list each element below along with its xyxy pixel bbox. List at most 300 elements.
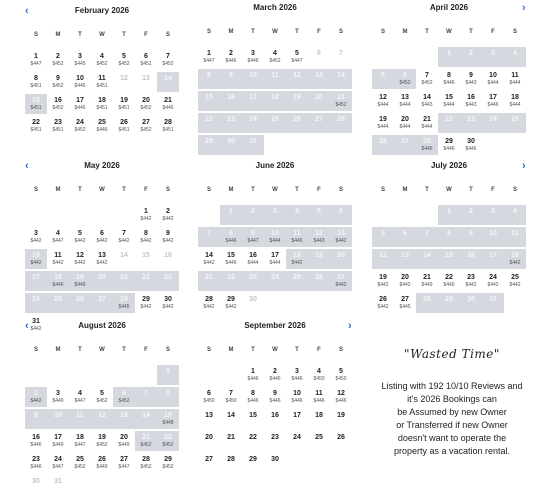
day-number: 20	[98, 274, 106, 281]
day-cell[interactable]	[308, 409, 330, 429]
day-cell[interactable]	[504, 91, 526, 111]
day-cell[interactable]	[69, 453, 91, 473]
day-cell[interactable]	[308, 365, 330, 385]
weekday-label: M	[228, 29, 234, 35]
day-cell-booked	[308, 113, 330, 133]
day-cell[interactable]	[416, 91, 438, 111]
day-cell-booked	[69, 293, 91, 313]
day-cell[interactable]	[286, 387, 308, 407]
nightly-price: $451	[52, 127, 64, 133]
day-cell[interactable]	[198, 453, 220, 473]
day-number: 20	[142, 97, 150, 104]
day-cell-booked	[394, 249, 416, 269]
nightly-price: $449	[96, 464, 108, 470]
day-cell[interactable]	[91, 387, 113, 407]
day-number: 6	[144, 53, 148, 60]
day-cell[interactable]	[135, 50, 157, 70]
day-cell-booked	[25, 387, 47, 407]
month-title: May 2026	[84, 161, 120, 170]
weekday-label: W	[272, 347, 278, 353]
day-number: 4	[295, 208, 299, 215]
nightly-price: $444	[247, 260, 259, 266]
day-cell[interactable]	[47, 50, 69, 70]
nightly-price: $442	[509, 282, 521, 288]
day-cell[interactable]	[394, 113, 416, 133]
day-cell[interactable]	[220, 387, 242, 407]
chevron-left-icon[interactable]: ‹	[25, 320, 29, 332]
day-cell-booked	[460, 113, 482, 133]
day-number: 2	[166, 208, 170, 215]
day-cell[interactable]	[264, 365, 286, 385]
weekday-label: S	[512, 29, 517, 35]
nightly-price: $442	[140, 216, 152, 222]
month-title: February 2026	[74, 6, 130, 15]
weekday-label: S	[338, 347, 343, 353]
month-title: March 2026	[253, 3, 297, 12]
nightly-price: $444	[509, 80, 521, 86]
day-number: 28	[205, 296, 213, 303]
nightly-price: $442	[96, 260, 108, 266]
day-cell[interactable]	[242, 365, 264, 385]
day-cell[interactable]	[242, 453, 264, 473]
day-cell[interactable]	[394, 271, 416, 291]
chevron-right-icon[interactable]: ›	[348, 320, 352, 332]
day-number: 16	[467, 94, 475, 101]
day-cell-booked	[242, 91, 264, 111]
day-cell	[135, 249, 157, 269]
chevron-right-icon[interactable]: ›	[522, 2, 526, 14]
day-number: 1	[229, 208, 233, 215]
day-cell[interactable]	[25, 431, 47, 451]
day-cell[interactable]	[286, 431, 308, 451]
weekday-label: F	[491, 29, 495, 35]
day-cell-booked	[157, 271, 179, 291]
chevron-left-icon[interactable]: ‹	[25, 5, 29, 17]
day-cell[interactable]	[264, 47, 286, 67]
day-cell-booked	[308, 91, 330, 111]
day-cell[interactable]	[242, 249, 264, 269]
day-cell[interactable]	[113, 431, 135, 451]
day-cell[interactable]	[504, 69, 526, 89]
chevron-right-icon[interactable]: ›	[522, 160, 526, 172]
day-cell[interactable]	[69, 431, 91, 451]
nightly-price: $442	[203, 304, 215, 310]
nightly-price: $452	[118, 61, 130, 67]
day-cell-booked	[482, 227, 504, 247]
day-number: 7	[229, 390, 233, 397]
caption-text	[362, 380, 542, 458]
day-cell[interactable]	[220, 431, 242, 451]
day-cell-booked	[91, 293, 113, 313]
day-number: 1	[166, 368, 170, 375]
day-number: 23	[271, 434, 279, 441]
day-number: 29	[445, 138, 453, 145]
day-cell[interactable]	[157, 227, 179, 247]
day-cell-booked	[330, 91, 352, 111]
day-cell[interactable]	[198, 47, 220, 67]
day-cell-booked	[242, 205, 264, 225]
weekday-label: T	[425, 187, 429, 193]
nightly-price: $444	[269, 238, 281, 244]
day-cell[interactable]	[264, 409, 286, 429]
day-number: 22	[445, 116, 453, 123]
day-cell[interactable]	[69, 116, 91, 136]
day-cell[interactable]	[482, 69, 504, 89]
day-cell[interactable]	[416, 271, 438, 291]
day-cell[interactable]	[91, 453, 113, 473]
day-cell[interactable]	[69, 387, 91, 407]
day-cell[interactable]	[198, 249, 220, 269]
day-cell-booked	[482, 293, 504, 313]
day-cell[interactable]	[47, 116, 69, 136]
day-cell[interactable]	[416, 69, 438, 89]
day-number: 23	[32, 456, 40, 463]
day-cell[interactable]	[47, 453, 69, 473]
caption-line: or Transferred if new Owner	[396, 420, 508, 430]
day-cell-booked	[220, 205, 242, 225]
weekday-header	[372, 29, 526, 39]
nightly-price: $444	[443, 102, 455, 108]
day-cell-booked	[113, 293, 135, 313]
day-number: 11	[315, 390, 323, 397]
nightly-price: $450	[335, 376, 347, 382]
nightly-price: $447	[203, 58, 215, 64]
day-cell[interactable]	[25, 453, 47, 473]
day-cell-booked	[25, 94, 47, 114]
chevron-left-icon[interactable]: ‹	[25, 160, 29, 172]
day-number: 15	[164, 412, 172, 419]
day-cell-booked	[157, 387, 179, 407]
day-cell[interactable]	[69, 94, 91, 114]
day-cell[interactable]	[198, 431, 220, 451]
day-cell[interactable]	[135, 116, 157, 136]
day-cell[interactable]	[264, 387, 286, 407]
day-cell-booked	[330, 205, 352, 225]
day-cell[interactable]	[242, 47, 264, 67]
day-number: 10	[249, 72, 257, 79]
day-cell-booked	[308, 227, 330, 247]
day-cell[interactable]	[416, 113, 438, 133]
nightly-price: $443	[421, 102, 433, 108]
nightly-price: $451	[96, 83, 108, 89]
day-cell[interactable]	[135, 227, 157, 247]
day-cell-booked	[135, 431, 157, 451]
day-cell[interactable]	[220, 293, 242, 313]
day-number: 14	[142, 412, 150, 419]
day-number: 12	[379, 94, 387, 101]
day-cell[interactable]	[482, 271, 504, 291]
day-number: 16	[271, 412, 279, 419]
day-cell[interactable]	[113, 50, 135, 70]
day-cell-booked	[330, 249, 352, 269]
day-cell[interactable]	[308, 387, 330, 407]
day-cell[interactable]	[113, 453, 135, 473]
day-cell[interactable]	[394, 293, 416, 313]
day-cell-booked	[460, 227, 482, 247]
day-cell[interactable]	[157, 116, 179, 136]
day-number: 25	[54, 296, 62, 303]
day-cell[interactable]	[157, 205, 179, 225]
day-cell[interactable]	[330, 409, 352, 429]
day-cell-booked	[69, 409, 91, 429]
day-cell[interactable]	[113, 94, 135, 114]
day-cell[interactable]	[198, 409, 220, 429]
weekday-label: S	[165, 187, 170, 193]
day-cell[interactable]	[91, 249, 113, 269]
weekday-label: F	[144, 187, 148, 193]
day-cell[interactable]	[25, 50, 47, 70]
day-cell[interactable]	[372, 113, 394, 133]
weekday-label: W	[272, 187, 278, 193]
day-cell[interactable]	[286, 409, 308, 429]
weekday-header	[198, 187, 352, 197]
day-cell[interactable]	[157, 293, 179, 313]
day-number: 27	[142, 119, 150, 126]
day-number: 15	[445, 252, 453, 259]
day-cell[interactable]	[372, 293, 394, 313]
caption-line: be Assumed by new Owner	[397, 407, 507, 417]
day-cell[interactable]	[460, 135, 482, 155]
day-number: 28	[337, 116, 345, 123]
day-number: 13	[315, 72, 323, 79]
day-number: 9	[56, 75, 60, 82]
weekday-label: S	[165, 347, 170, 353]
nightly-price: $446	[225, 260, 237, 266]
nightly-price: $452	[269, 58, 281, 64]
nightly-price: $452	[96, 442, 108, 448]
day-number: 4	[513, 208, 517, 215]
day-cell[interactable]	[460, 271, 482, 291]
nightly-price: $446	[335, 398, 347, 404]
day-cell[interactable]	[308, 431, 330, 451]
day-number: 24	[32, 296, 40, 303]
day-cell[interactable]	[482, 91, 504, 111]
day-number: 19	[315, 252, 323, 259]
day-cell-booked	[264, 91, 286, 111]
day-cell[interactable]	[25, 72, 47, 92]
day-cell-booked	[264, 113, 286, 133]
day-number: 7	[339, 50, 343, 57]
nightly-price: $443	[465, 102, 477, 108]
day-cell[interactable]	[47, 94, 69, 114]
nightly-price: $452	[140, 127, 152, 133]
day-cell-booked	[482, 113, 504, 133]
day-cell[interactable]	[47, 387, 69, 407]
day-number: 5	[339, 368, 343, 375]
day-number: 20	[120, 434, 128, 441]
day-cell-booked	[372, 227, 394, 247]
day-cell[interactable]	[242, 409, 264, 429]
day-number: 17	[54, 434, 62, 441]
day-number: 9	[273, 390, 277, 397]
day-cell-booked	[198, 135, 220, 155]
day-number: 30	[271, 456, 279, 463]
day-cell[interactable]	[460, 69, 482, 89]
day-number: 24	[489, 116, 497, 123]
day-cell[interactable]	[69, 50, 91, 70]
nightly-price: $452	[52, 61, 64, 67]
weekday-label: W	[99, 347, 105, 353]
caption-line: doesn't want to operate the	[397, 433, 507, 443]
weekday-label: S	[206, 347, 211, 353]
day-number: 30	[164, 296, 172, 303]
caption-line: it's 2026 Bookings can	[407, 394, 497, 404]
day-cell[interactable]	[47, 227, 69, 247]
day-cell[interactable]	[438, 91, 460, 111]
day-cell-booked	[157, 409, 179, 429]
day-cell[interactable]	[460, 91, 482, 111]
weekday-label: T	[78, 347, 82, 353]
day-cell[interactable]	[198, 293, 220, 313]
day-cell-booked	[47, 271, 69, 291]
day-cell[interactable]	[157, 50, 179, 70]
day-number: 13	[98, 252, 106, 259]
nightly-price: $446	[269, 376, 281, 382]
day-cell[interactable]	[135, 205, 157, 225]
nightly-price: $446	[225, 238, 237, 244]
day-number: 16	[227, 94, 235, 101]
day-cell[interactable]	[113, 227, 135, 247]
day-cell-booked	[330, 113, 352, 133]
day-cell[interactable]	[264, 431, 286, 451]
day-cell[interactable]	[242, 387, 264, 407]
day-cell[interactable]	[220, 47, 242, 67]
nightly-price: $452	[140, 105, 152, 111]
day-cell[interactable]	[220, 453, 242, 473]
weekday-label: T	[425, 29, 429, 35]
day-cell[interactable]	[25, 116, 47, 136]
day-cell[interactable]	[135, 453, 157, 473]
nightly-price: $446	[465, 146, 477, 152]
day-cell[interactable]	[135, 293, 157, 313]
weekday-label: S	[33, 32, 38, 38]
day-number: 5	[78, 230, 82, 237]
day-number: 26	[379, 138, 387, 145]
day-cell[interactable]	[286, 47, 308, 67]
day-cell[interactable]	[91, 50, 113, 70]
day-number: 30	[32, 478, 40, 485]
day-cell[interactable]	[91, 72, 113, 92]
day-number: 22	[227, 274, 235, 281]
day-cell[interactable]	[47, 249, 69, 269]
day-cell[interactable]	[220, 409, 242, 429]
nightly-price: $452	[162, 464, 174, 470]
day-number: 18	[271, 94, 279, 101]
month-calendar	[372, 160, 542, 315]
nightly-price: $442	[162, 304, 174, 310]
day-number: 24	[271, 274, 279, 281]
day-cell-booked	[460, 293, 482, 313]
day-cell[interactable]	[91, 94, 113, 114]
day-cell[interactable]	[438, 135, 460, 155]
day-cell[interactable]	[220, 249, 242, 269]
day-number: 3	[491, 50, 495, 57]
day-number: 25	[511, 274, 519, 281]
day-cell[interactable]	[157, 94, 179, 114]
day-cell[interactable]	[394, 91, 416, 111]
day-cell[interactable]	[157, 453, 179, 473]
day-number: 26	[120, 119, 128, 126]
nightly-price: $446	[30, 464, 42, 470]
day-number: 9	[34, 412, 38, 419]
weekday-label: S	[206, 187, 211, 193]
nightly-price: $446	[313, 398, 325, 404]
day-number: 3	[34, 230, 38, 237]
day-cell[interactable]	[69, 227, 91, 247]
nightly-price: $449	[443, 282, 455, 288]
weekday-label: T	[469, 29, 473, 35]
day-cell[interactable]	[372, 271, 394, 291]
day-number: 13	[337, 230, 345, 237]
nightly-price: $449	[52, 398, 64, 404]
day-cell[interactable]	[330, 387, 352, 407]
day-cell[interactable]	[69, 249, 91, 269]
month-calendar	[198, 320, 368, 475]
day-number: 17	[32, 274, 40, 281]
day-cell[interactable]	[25, 227, 47, 247]
day-cell[interactable]	[438, 271, 460, 291]
day-cell[interactable]	[113, 116, 135, 136]
day-cell[interactable]	[330, 365, 352, 385]
day-number: 5	[295, 50, 299, 57]
day-number: 26	[379, 296, 387, 303]
day-number: 10	[271, 230, 279, 237]
day-cell[interactable]	[91, 431, 113, 451]
day-number: 11	[54, 252, 62, 259]
day-number: 1	[207, 50, 211, 57]
day-number: 23	[54, 119, 62, 126]
nightly-price: $442	[30, 326, 42, 332]
nightly-price: $442	[335, 238, 347, 244]
day-cell[interactable]	[91, 116, 113, 136]
day-number: 10	[489, 72, 497, 79]
day-cell[interactable]	[91, 227, 113, 247]
day-cell[interactable]	[438, 69, 460, 89]
month-calendar	[25, 5, 195, 160]
day-cell[interactable]	[264, 453, 286, 473]
nightly-price: $452	[52, 105, 64, 111]
day-cell[interactable]	[198, 387, 220, 407]
nightly-price: $445	[118, 304, 130, 310]
day-number: 27	[401, 296, 409, 303]
nightly-price: $452	[162, 61, 174, 67]
day-number: 2	[56, 53, 60, 60]
nightly-price: $447	[74, 442, 86, 448]
day-cell-booked	[220, 135, 242, 155]
weekday-label: M	[55, 32, 61, 38]
day-cell[interactable]	[69, 72, 91, 92]
day-number: 7	[144, 390, 148, 397]
day-cell[interactable]	[47, 431, 69, 451]
day-cell[interactable]	[242, 431, 264, 451]
weekday-label: F	[317, 187, 321, 193]
day-cell[interactable]	[330, 431, 352, 451]
day-number: 12	[337, 390, 345, 397]
day-cell-booked	[220, 91, 242, 111]
day-cell[interactable]	[135, 94, 157, 114]
day-cell[interactable]	[47, 72, 69, 92]
day-cell[interactable]	[504, 271, 526, 291]
day-number: 5	[381, 72, 385, 79]
day-cell[interactable]	[372, 91, 394, 111]
day-cell[interactable]	[286, 365, 308, 385]
nightly-price: $443	[465, 80, 477, 86]
nightly-price: $449	[421, 282, 433, 288]
day-number: 16	[467, 252, 475, 259]
nightly-price: $451	[30, 127, 42, 133]
day-cell[interactable]	[264, 249, 286, 269]
day-cell-booked	[308, 205, 330, 225]
